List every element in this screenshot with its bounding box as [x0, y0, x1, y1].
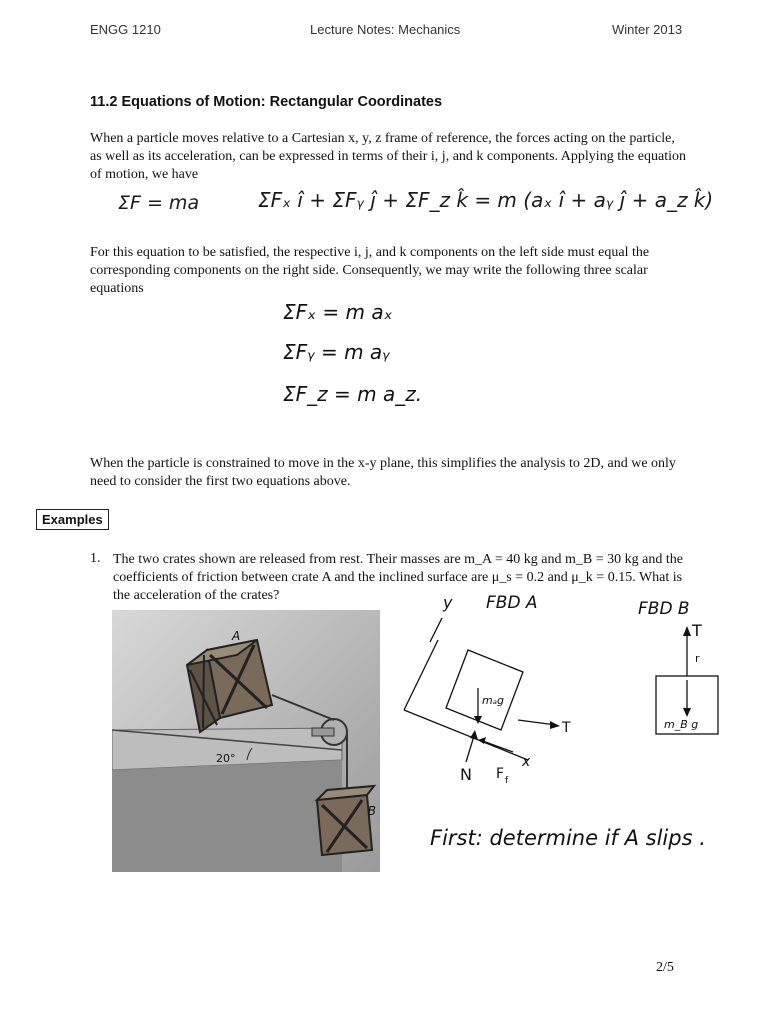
label-r: r — [695, 652, 700, 665]
header-term: Winter 2013 — [612, 22, 683, 37]
paragraph-components: For this equation to be satisfied, the respective i, j, and k components on the left side must equal the corresponding components on the right side. Consequently, we may write the following three scalar equations — [90, 245, 650, 296]
label-mbg: m_B g — [664, 718, 699, 731]
incline-base — [404, 710, 528, 760]
paragraph-intro: When a particle moves relative to a Cartesian x, y, z frame of reference, the forces acting on the particle, as well as its acceleration, can be expressed in terms of their i, j, and k components. Applying the equation of motion, we have — [90, 131, 686, 182]
label-ff-sub: f — [505, 776, 509, 786]
normal-arrow — [466, 736, 474, 762]
angle-label: 20° — [216, 752, 236, 765]
label-mag: mₐg — [482, 694, 505, 707]
examples-label: Examples — [36, 509, 109, 530]
fbd-a-box — [446, 650, 523, 730]
example-text: The two crates shown are released from rest. Their masses are m_A = 40 kg and m_B = 30 kg and the coefficients of friction between crate A and the inclined surface are μ_s = 0.2 and μ_k = 0.15. What is the acceleration of the crates? — [113, 552, 683, 603]
crates-figure — [112, 610, 380, 872]
crate-b-icon — [317, 786, 374, 855]
friction-arrow — [480, 740, 513, 752]
handwritten-scalar-y: ΣFᵧ = m aᵧ — [283, 340, 390, 364]
label-ff: F — [496, 766, 505, 782]
fbd-a-title: FBD A — [486, 593, 538, 613]
label-t-a: T — [562, 720, 571, 736]
label-n: N — [460, 765, 472, 784]
label-x: x — [522, 754, 531, 770]
free-body-diagrams — [398, 580, 758, 810]
label-y: y — [443, 593, 453, 612]
handwritten-scalar-z: ΣF_z = m a_z. — [283, 382, 423, 406]
handwritten-scalar-x: ΣFₓ = m aₓ — [283, 300, 393, 324]
page-number: 2/5 — [656, 960, 674, 975]
incline-side — [112, 760, 342, 872]
crate-a-label: A — [232, 629, 241, 643]
paragraph-2d: When the particle is constrained to move in the x-y plane, this simplifies the analysis to 2D, and we only need to consider the first two equations above. — [90, 456, 676, 489]
y-axis-line — [430, 618, 442, 642]
example-number: 1. — [90, 551, 101, 566]
section-title: 11.2 Equations of Motion: Rectangular Coordinates — [90, 94, 443, 110]
header-course: ENGG 1210 — [90, 22, 161, 37]
incline-line — [404, 640, 438, 710]
handwritten-note: First: determine if A slips . — [430, 826, 706, 850]
header-title: Lecture Notes: Mechanics — [310, 22, 461, 37]
pulley-shaft — [312, 728, 334, 736]
label-t-b: T — [692, 621, 702, 640]
crate-b-label: B — [367, 804, 376, 818]
handwritten-equation-components: ΣFₓ î + ΣFᵧ ĵ + ΣF_z k̂ = m (aₓ î + aᵧ ĵ + a_z k̂) — [258, 188, 714, 212]
handwritten-equation-vector: ΣF = ma — [118, 192, 200, 214]
fbd-b-title: FBD B — [638, 599, 690, 619]
